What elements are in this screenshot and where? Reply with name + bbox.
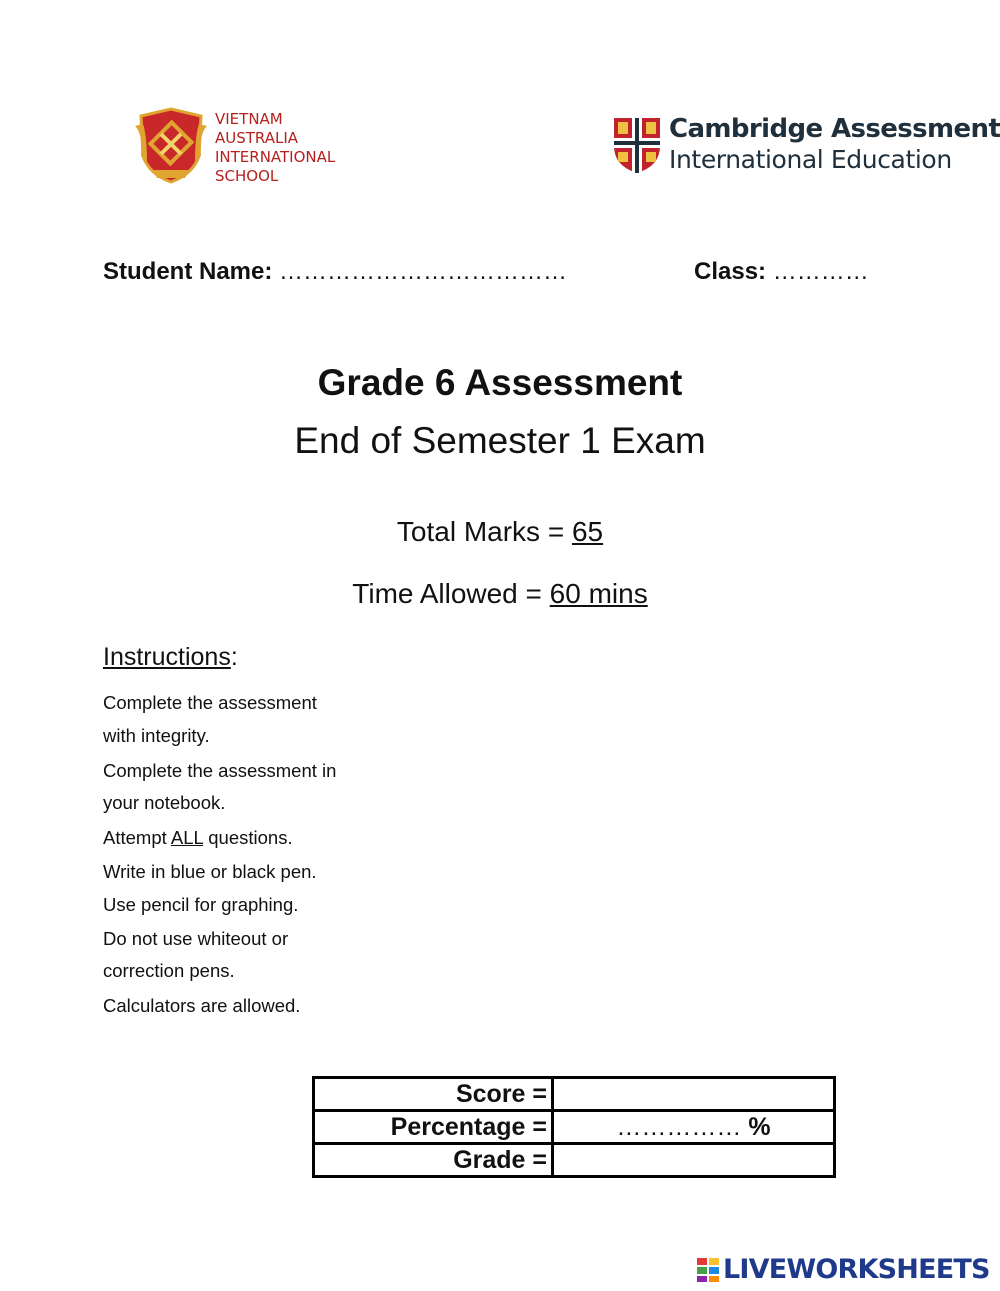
school-name-line: VIETNAM	[215, 110, 283, 128]
grade-input[interactable]	[553, 1144, 835, 1177]
school-name-text	[215, 110, 335, 186]
liveworksheets-blocks-icon	[697, 1258, 719, 1282]
table-row	[314, 1078, 835, 1111]
instruction-line: correction pens.	[103, 960, 235, 981]
instruction-line: with integrity.	[103, 725, 210, 746]
school-name-line: AUSTRALIA	[215, 129, 299, 147]
instruction-line: Use pencil for graphing.	[103, 894, 299, 915]
instructions-heading-colon: :	[230, 643, 238, 671]
attempt-suffix: questions.	[203, 827, 293, 848]
cambridge-subname: International Education	[669, 145, 952, 174]
student-name-label: Student Name:	[103, 258, 273, 285]
total-marks-value: 65	[571, 516, 604, 547]
class-label: Class:	[694, 258, 767, 285]
instruction-line: Calculators are allowed.	[103, 995, 301, 1016]
class-blank[interactable]: …………	[772, 258, 869, 285]
student-name-blank[interactable]: ………………………………	[279, 258, 568, 285]
cambridge-shield-icon	[612, 116, 662, 174]
total-marks	[0, 516, 1000, 548]
score-input[interactable]	[553, 1078, 835, 1111]
instructions-heading	[103, 643, 238, 672]
page-subtitle: End of Semester 1 Exam	[294, 420, 706, 461]
instruction-line	[103, 827, 293, 849]
total-marks-label: Total Marks =	[396, 516, 572, 547]
cambridge-text	[669, 113, 1000, 175]
time-allowed-value: 60 mins	[549, 578, 648, 609]
time-allowed	[0, 578, 1000, 610]
liveworksheets-logo	[697, 1255, 997, 1285]
percentage-unit: %	[741, 1112, 771, 1141]
instruction-line: Do not use whiteout or	[103, 928, 289, 949]
instruction-line: Complete the assessment in	[103, 760, 337, 781]
liveworksheets-brand: LIVEWORKSHEETS	[723, 1254, 990, 1285]
table-row	[314, 1144, 835, 1177]
cambridge-name: Cambridge Assessment	[669, 114, 1000, 144]
attempt-prefix: Attempt	[103, 827, 171, 848]
school-name-line: SCHOOL	[215, 167, 279, 185]
class-field[interactable]	[694, 258, 869, 286]
school-logo	[133, 106, 353, 186]
instruction-line: Complete the assessment	[103, 692, 317, 713]
percentage-input[interactable]	[553, 1111, 835, 1144]
attempt-emphasis: ALL	[170, 827, 204, 848]
table-row	[314, 1111, 835, 1144]
score-table	[312, 1076, 836, 1178]
instruction-line: your notebook.	[103, 792, 226, 813]
school-crest-icon	[133, 106, 209, 184]
grade-label: Grade =	[314, 1144, 553, 1177]
instructions-heading-text: Instructions	[103, 643, 231, 671]
student-name-field[interactable]	[103, 258, 567, 286]
percentage-label: Percentage =	[314, 1111, 553, 1144]
page-title: Grade 6 Assessment	[317, 362, 683, 403]
cambridge-logo	[612, 113, 1000, 177]
score-label: Score =	[314, 1078, 553, 1111]
time-allowed-label: Time Allowed =	[352, 578, 550, 609]
percentage-blank: ……………	[616, 1112, 742, 1141]
school-name-line: INTERNATIONAL	[215, 148, 336, 166]
instruction-line: Write in blue or black pen.	[103, 861, 317, 882]
